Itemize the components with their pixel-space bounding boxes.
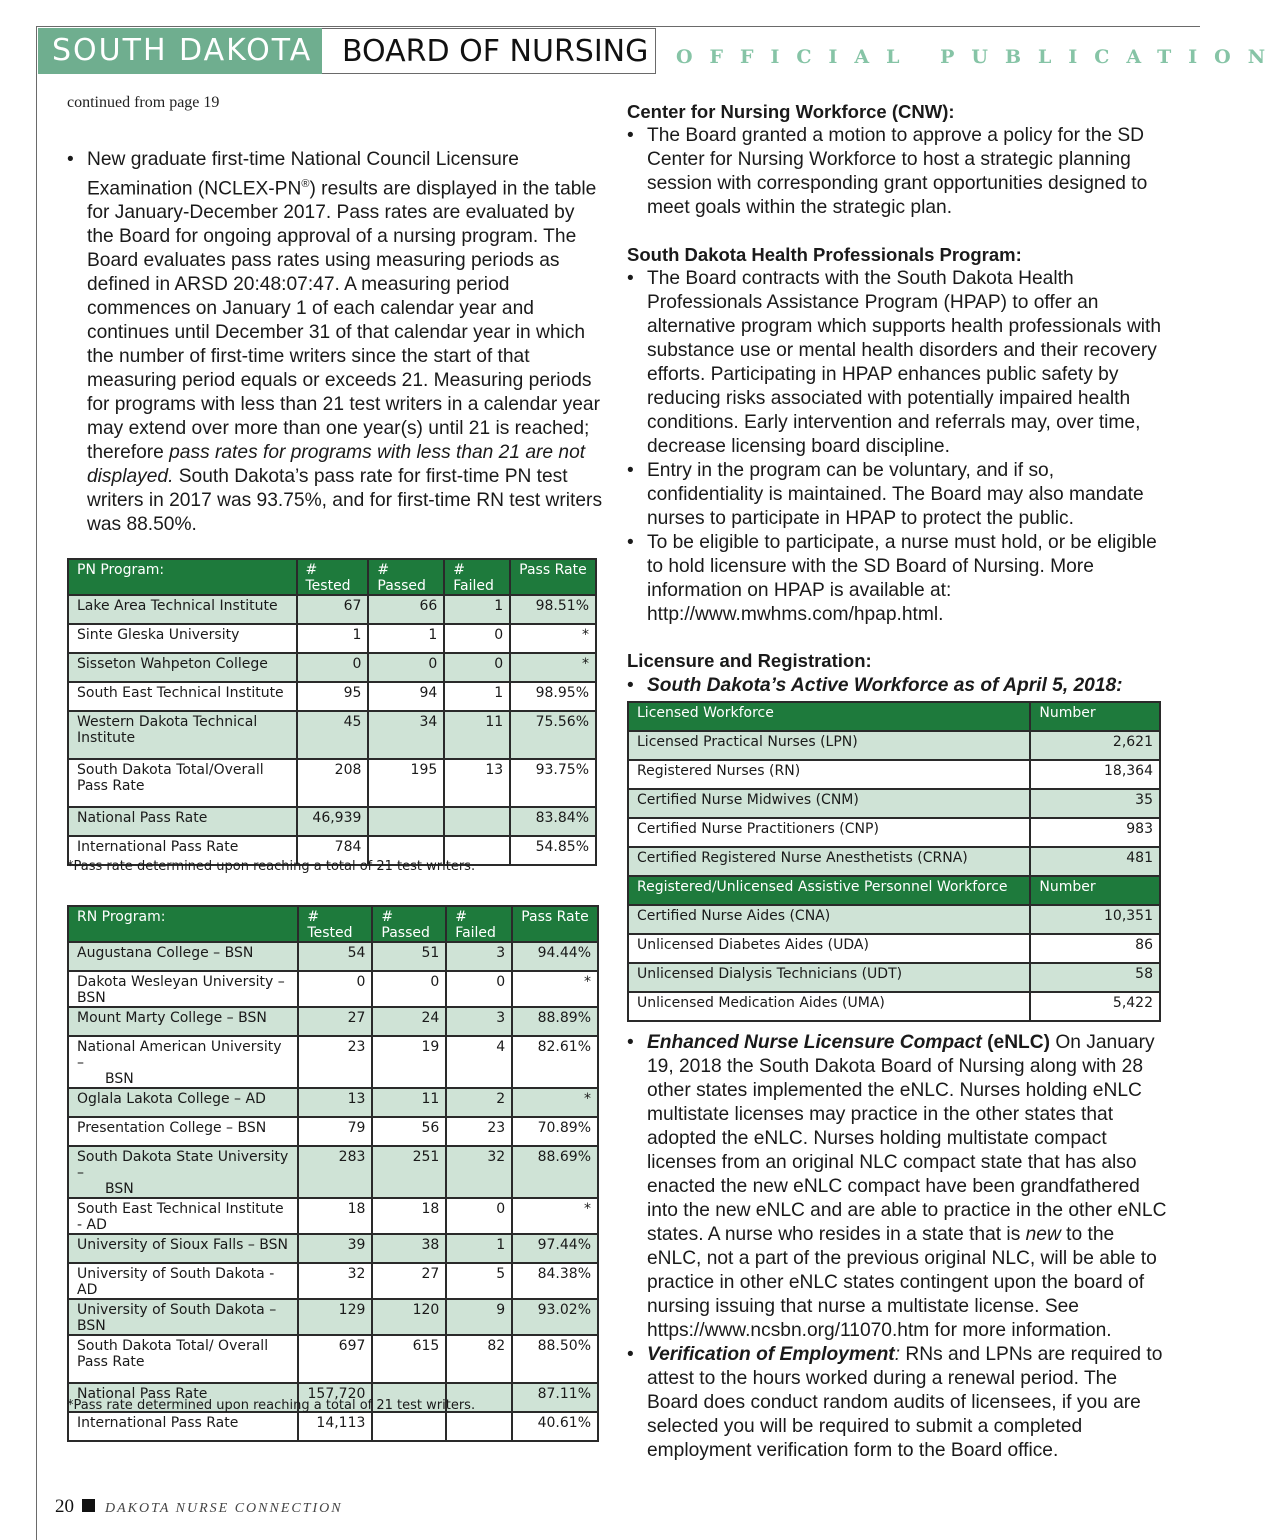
header-state: SOUTH DAKOTA [38, 28, 322, 74]
col-header: # Passed [368, 559, 444, 595]
verification-bullet: • Verification of Employment: RNs and LPNs are required to attest to the hours worked during a renewal period. The Board does conduct random audits of licensees, if you are selected you will be required to submit a completed employment verification form to the Board office. [627, 1343, 1172, 1463]
table-row: International Pass Rate 14,113 40.61% [68, 1412, 598, 1441]
rn-results-table [67, 905, 599, 1442]
table-row: Sisseton Wahpeton College 0 0 0 * [68, 653, 596, 682]
col-header: RN Program: [68, 906, 298, 942]
table-row: University of South Dakota – BSN 129 120 9 93.02% [68, 1299, 598, 1335]
col-header: # Tested [297, 559, 369, 595]
table-row: Dakota Wesleyan University – BSN 0 0 0 * [68, 971, 598, 1007]
table-header-row: Licensed Workforce Number [628, 702, 1160, 731]
table-row: Certified Registered Nurse Anesthetists (CRNA) 481 [628, 847, 1160, 876]
table-row: Western Dakota Technical Institute 45 34 11 75.56% [68, 711, 596, 759]
enlc-bullet: • Enhanced Nurse Licensure Compact (eNLC) On January 19, 2018 the South Dakota Board of Nursing along with 28 other states implemented the eNLC. Nurses holding eNLC multistate licenses may practice in the other states that adopted the eNLC. Nurses holding multistate compact licenses from an original NLC compact state that has also enacted the new eNLC compact have been grandfathered into the new eNLC and are able to practice in the other eNLC states. A nurse who resides in a state that is new to the eNLC, not a part of the previous original NLC, will be able to practice in other eNLC states contingent upon the board of nursing issuing that nurse a multistate license. See https://www.ncsbn.org/11070.htm for more information. [627, 1031, 1172, 1343]
list-item: • The Board contracts with the South Dakota Health Professionals Assistance Program (HPAP) to offer an alternative program which supports health professionals with substance use or mental health disorders and their recovery efforts. Participating in HPAP enhances public safety by reducing risks associated with potentially impaired health conditions. Early intervention and referrals may, over time, decrease licensing board discipline. [627, 267, 1172, 459]
table-row: Certified Nurse Aides (CNA) 10,351 [628, 905, 1160, 934]
page-number: 20 [55, 1496, 74, 1517]
hpp-heading: South Dakota Health Professionals Program: [627, 244, 1022, 265]
workforce-table [627, 701, 1161, 1022]
table-row: International Pass Rate 784 54.85% [68, 836, 596, 865]
page-footer [55, 1496, 343, 1518]
list-item: • To be eligible to participate, a nurse must hold, or be eligible to hold licensure with the SD Board of Nursing. More information on HPAP is available at: http://www.mwhms.com/hpap.html. [627, 531, 1172, 627]
table-row: South East Technical Institute 95 94 1 98.95% [68, 682, 596, 711]
col-header: # Failed [444, 559, 510, 595]
col-header: PN Program: [68, 559, 297, 595]
col-header: # Tested [298, 906, 372, 942]
table-row: Augustana College – BSN 54 51 3 94.44% [68, 942, 598, 971]
licensure-subheading: • South Dakota’s Active Workforce as of April 5, 2018: [627, 674, 1172, 698]
table-row: South Dakota State University – BSN 283 251 32 88.69% [68, 1146, 598, 1198]
table-row: Certified Nurse Practitioners (CNP) 983 [628, 818, 1160, 847]
table-row: National Pass Rate 46,939 83.84% [68, 807, 596, 836]
table-row: University of Sioux Falls – BSN 39 38 1 97.44% [68, 1234, 598, 1263]
list-item: • Entry in the program can be voluntary, and if so, confidentiality is maintained. The Board may also mandate nurses to participate in HPAP to protect the public. [627, 459, 1172, 531]
licensure-heading: Licensure and Registration: [627, 650, 872, 671]
cnw-bullet: • The Board granted a motion to approve a policy for the SD Center for Nursing Workforce to host a strategic planning session with corresponding grant opportunities designed to meet goals within the strategic plan. [627, 124, 1172, 220]
cnw-heading: Center for Nursing Workforce (CNW): [627, 101, 955, 122]
table-row: Unlicensed Diabetes Aides (UDA) 86 [628, 934, 1160, 963]
pn-results-table [67, 558, 597, 866]
left-margin-rule [36, 26, 37, 1540]
table-row: National American University – BSN 23 19 4 82.61% [68, 1036, 598, 1088]
table-header-row: Registered/Unlicensed Assistive Personnel Workforce Number [628, 876, 1160, 905]
table-row: Unlicensed Medication Aides (UMA) 5,422 [628, 992, 1160, 1021]
rn-footnote: *Pass rate determined upon reaching a total of 21 test writers. [67, 1398, 476, 1413]
table-row: University of South Dakota - AD 32 27 5 84.38% [68, 1263, 598, 1299]
table-row: South Dakota Total/Overall Pass Rate 208 195 13 93.75% [68, 759, 596, 807]
header-official-publication: OFFICIAL PUBLICATION [676, 46, 1282, 68]
table-row: Sinte Gleska University 1 1 0 * [68, 624, 596, 653]
header-board: BOARD OF NURSING [322, 28, 656, 74]
table-row: Registered Nurses (RN) 18,364 [628, 760, 1160, 789]
footer-publication: DAKOTA NURSE CONNECTION [105, 1501, 343, 1516]
table-row: South Dakota Total/ Overall Pass Rate 697 615 82 88.50% [68, 1335, 598, 1383]
header-rule [36, 26, 1200, 27]
hpp-bullets [627, 267, 1172, 627]
col-header: # Failed [446, 906, 512, 942]
table-row: Certified Nurse Midwives (CNM) 35 [628, 789, 1160, 818]
table-header-row [68, 906, 598, 942]
table-row: National Pass Rate 157,720 87.11% [68, 1383, 598, 1412]
table-row: South East Technical Institute - AD 18 18 0 * [68, 1198, 598, 1234]
table-row: Presentation College – BSN 79 56 23 70.89% [68, 1117, 598, 1146]
table-row: Unlicensed Dialysis Technicians (UDT) 58 [628, 963, 1160, 992]
col-header: # Passed [372, 906, 446, 942]
col-header: Pass Rate [510, 559, 596, 595]
nclex-bullet: • New graduate first-time National Council Licensure Examination (NCLEX-PN®) results are displayed in the table for January-December 2017. Pass rates are evaluated by the Board for ongoing approval of a nursing program. The Board evaluates pass rates using measuring periods as defined in ARSD 20:48:07:47. A measuring period commences on January 1 of each calendar year and continues until December 31 of that calendar year in which the number of first-time writers since the start of that measuring period equals or exceeds 21. Measuring periods for programs with less than 21 test writers in a calendar year may extend over more than one year(s) until 21 is reached; therefore pass rates for programs with less than 21 are not displayed. South Dakota’s pass rate for first-time PN test writers in 2017 was 93.75%, and for first-time RN test writers was 88.50%. [67, 148, 603, 537]
table-row: Mount Marty College – BSN 27 24 3 88.89% [68, 1007, 598, 1036]
col-header: Pass Rate [512, 906, 598, 942]
table-header-row [68, 559, 596, 595]
enlc-bullets [627, 1031, 1172, 1463]
table-row: Lake Area Technical Institute 67 66 1 98.51% [68, 595, 596, 624]
pn-footnote: *Pass rate determined upon reaching a total of 21 test writers. [67, 859, 476, 874]
footer-square-icon [82, 1499, 95, 1512]
table-row: Licensed Practical Nurses (LPN) 2,621 [628, 731, 1160, 760]
continued-note: continued from page 19 [67, 94, 220, 111]
table-row: Oglala Lakota College – AD 13 11 2 * [68, 1088, 598, 1117]
